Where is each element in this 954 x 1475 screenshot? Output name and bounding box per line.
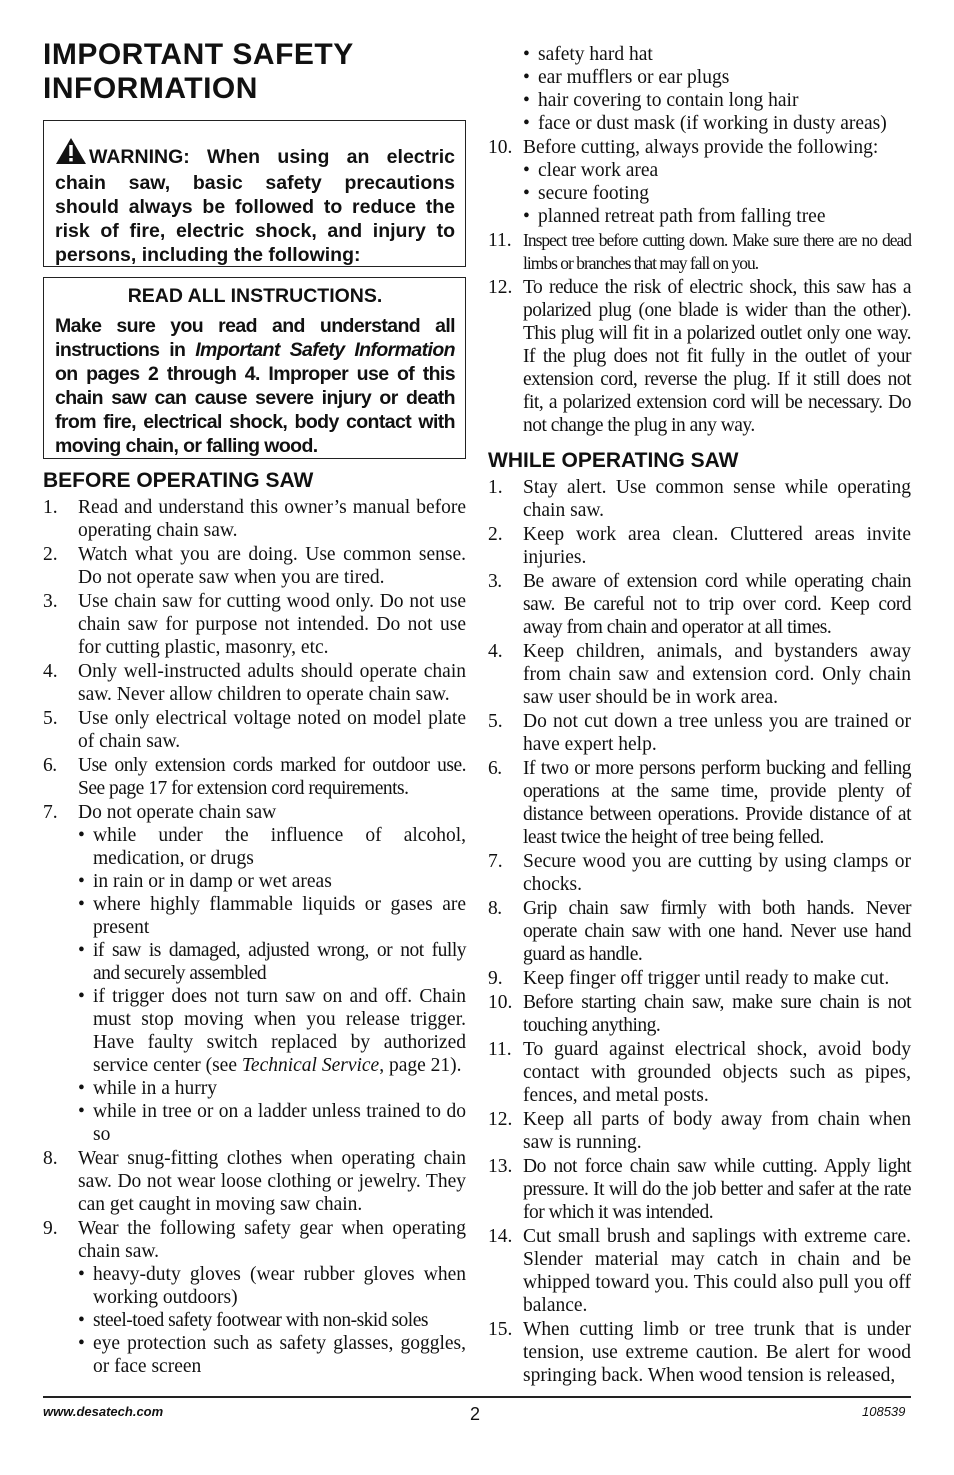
bullet-item: • planned retreat path from falling tree — [523, 205, 911, 228]
list-item: 11. Inspect tree before cutting down. Make sure there are no dead limbs or branches that may fall on you. — [488, 230, 911, 273]
sub-list — [523, 43, 911, 135]
list-item: 9. Wear the following safety gear when operating chain saw. • heavy-duty gloves (wear rubber gloves when working outdoors) • steel-toed safety footwear with non-skid soles • eye protection such as safety glasses, goggles, or face screen — [43, 1217, 466, 1378]
bullet-item: • eye protection such as safety glasses, goggles, or face screen — [78, 1332, 466, 1378]
list-item: 5. Use only electrical voltage noted on model plate of chain saw. — [43, 708, 466, 752]
bullet-item: • face or dust mask (if working in dusty areas) — [523, 112, 911, 135]
list-item: 12. Keep all parts of body away from chain when saw is running. — [488, 1109, 911, 1153]
title-line-2: INFORMATION — [43, 72, 258, 105]
list-item: 3. Use chain saw for cutting wood only. Do not use chain saw for purpose not intended. Do not use for cutting plastic, masonry, etc. — [43, 591, 466, 658]
sub-list — [78, 824, 466, 1146]
list-item: 9. Keep finger off trigger until ready to make cut. — [488, 968, 890, 989]
bullet-item: • while under the influence of alcohol, medication, or drugs — [78, 824, 466, 870]
warning-triangle-icon — [55, 137, 87, 171]
title-line-1: IMPORTANT SAFETY — [43, 38, 354, 71]
page-title — [43, 38, 463, 106]
bullet-item: • if trigger does not turn saw on and off. Chain must stop moving when you release trigger. Have faulty switch replaced by authorized service center (see Technical Service, page 21). — [78, 985, 466, 1077]
list-item: 6. Use only extension cords marked for outdoor use. See page 17 for extension cord requirements. — [43, 755, 466, 799]
warning-text: WARNING: When using an electric chain saw, basic safety precautions should always be followed to reduce the risk of fire, electric shock, and injury to persons, including the following: — [55, 146, 455, 266]
list-item-continued — [488, 43, 911, 135]
bullet-item: • while in a hurry — [78, 1077, 466, 1100]
footer-divider — [43, 1396, 911, 1398]
bullet-item: • if saw is damaged, adjusted wrong, or not fully and securely assembled — [78, 939, 466, 985]
list-item: 4. Keep children, animals, and bystanders away from chain saw and extension cord. Only chain saw user should be in work area. — [488, 641, 911, 708]
document-code: 108539 — [862, 1404, 906, 1419]
list-item: 5. Do not cut down a tree unless you are trained or have expert help. — [488, 711, 911, 755]
list-item: 7. Do not operate chain saw • while under the influence of alcohol, medication, or drugs • in rain or in damp or wet areas • where highly flammable liquids or gases are present • if saw is damaged, adjusted wrong, or not fully and securely assembled • if trigger does not turn saw on and off. Chain must stop moving when you release trigger. Have faulty switch replaced by authorized service center (see Technical Service, page 21). • while in a hurry • while in tree or on a ladder unless trained to do so — [43, 801, 466, 1146]
list-item: 15. When cutting limb or tree trunk that is under tension, use extreme caution. Be alert for wood springing back. When wood tension is released, — [488, 1319, 911, 1386]
warning-box — [43, 120, 466, 267]
while-operating-list — [488, 476, 911, 1388]
section-heading-while: WHILE OPERATING SAW — [488, 449, 739, 472]
bullet-item: • while in tree or on a ladder unless trained to do so — [78, 1100, 466, 1146]
read-text-part: on pages 2 through 4. Improper use of this chain saw can cause severe injury or death from fire, electrical shock, body contact with moving chain, or falling wood. — [55, 363, 455, 457]
list-item: 10. Before cutting, always provide the following: • clear work area • secure footing • planned retreat path from falling tree — [488, 136, 911, 228]
bullet-item: • in rain or in damp or wet areas — [78, 870, 466, 893]
read-text-emphasis: Important Safety Information — [195, 339, 455, 361]
list-item: 8. Wear snug-fitting clothes when operating chain saw. Do not wear loose clothing or jewelry. They can get caught in moving saw chain. — [43, 1148, 466, 1215]
page-number: 2 — [470, 1404, 481, 1424]
continued-list — [488, 43, 911, 438]
list-item: 11. To guard against electrical shock, avoid body contact with grounded objects such as pipes, fences, and metal posts. — [488, 1039, 911, 1106]
bullet-item: • ear mufflers or ear plugs — [523, 66, 911, 89]
list-item: 7. Secure wood you are cutting by using clamps or chocks. — [488, 851, 911, 895]
list-item: 4. Only well-instructed adults should operate chain saw. Never allow children to operate chain saw. — [43, 661, 466, 705]
list-item: 8. Grip chain saw firmly with both hands. Never operate chain saw with one hand. Never use hand guard as handle. — [488, 898, 911, 965]
list-item: 2. Watch what you are doing. Use common sense. Do not operate saw when you are tired. — [43, 544, 466, 588]
read-instructions-box — [43, 277, 466, 459]
read-text-part: Make sure you read and understand all instructions in — [55, 315, 455, 361]
list-item: 10. Before starting chain saw, make sure chain is not touching anything. — [488, 992, 911, 1036]
read-instructions-text — [55, 314, 455, 458]
bullet-item: • secure footing — [523, 182, 911, 205]
sub-list — [523, 159, 911, 228]
list-item: 1. Read and understand this owner’s manual before operating chain saw. — [43, 497, 466, 541]
bullet-item: • clear work area — [523, 159, 911, 182]
sub-list — [78, 1263, 466, 1378]
section-heading-before: BEFORE OPERATING SAW — [43, 469, 314, 492]
list-item: 3. Be aware of extension cord while operating chain saw. Be careful not to trip over cord. Keep cord away from chain and operator at all times. — [488, 571, 911, 638]
list-item: 14. Cut small brush and saplings with extreme care. Slender material may catch in chain and be whipped toward you. This could also pull you off balance. — [488, 1226, 911, 1316]
before-operating-list — [43, 496, 466, 1379]
footer-url[interactable]: www.desatech.com — [43, 1404, 164, 1419]
bullet-item: • steel-toed safety footwear with non-skid soles — [78, 1309, 466, 1332]
bullet-item: • heavy-duty gloves (wear rubber gloves when working outdoors) — [78, 1263, 466, 1309]
bullet-item: • where highly flammable liquids or gases are present — [78, 893, 466, 939]
list-item: 6. If two or more persons perform bucking and felling operations at the same time, provide plenty of distance between operations. Provide distance of at least twice the height of tree being felled. — [488, 758, 911, 848]
list-item: 1. Stay alert. Use common sense while operating chain saw. — [488, 477, 911, 521]
read-instructions-heading: READ ALL INSTRUCTIONS. — [127, 285, 383, 307]
list-item: 2. Keep work area clean. Cluttered areas invite injuries. — [488, 524, 911, 568]
bullet-item: • safety hard hat — [523, 43, 911, 66]
list-item: 13. Do not force chain saw while cutting. Apply light pressure. It will do the job better and safer at the rate for which it was intended. — [488, 1156, 911, 1223]
bullet-item: • hair covering to contain long hair — [523, 89, 911, 112]
list-item: 12. To reduce the risk of electric shock, this saw has a polarized plug (one blade is wider than the other). This plug will fit in a polarized outlet only one way. If the plug does not fit fully in the outlet of your extension cord, reverse the plug. If it still does not fit, a polarized extension cord will be necessary. Do not change the plug in any way. — [488, 277, 911, 436]
